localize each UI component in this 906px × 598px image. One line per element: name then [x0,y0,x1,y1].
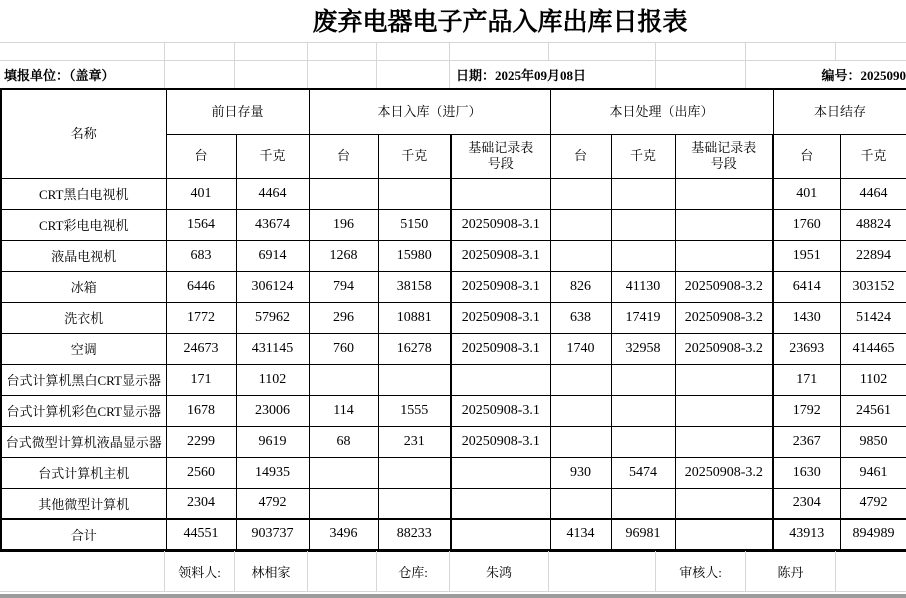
data-cell[interactable] [550,488,611,519]
data-cell[interactable]: 44551 [166,519,236,550]
item-name-cell[interactable]: 台式微型计算机液晶显示器 [1,426,166,457]
data-cell[interactable] [611,209,675,240]
data-cell[interactable]: 20250908-3.1 [451,395,550,426]
data-cell[interactable]: 1268 [309,240,378,271]
data-cell[interactable]: 1760 [773,209,840,240]
data-cell[interactable]: 794 [309,271,378,302]
data-cell[interactable] [675,240,773,271]
reporting-unit-label[interactable]: 填报单位：（盖章） [0,61,165,88]
data-cell[interactable]: 4792 [840,488,906,519]
data-cell[interactable] [550,240,611,271]
table-row [1,240,906,271]
grid-cell [549,43,656,60]
grid-cell [377,43,450,60]
item-name-cell[interactable]: CRT黑白电视机 [1,178,166,209]
data-cell[interactable]: 6446 [166,271,236,302]
data-cell[interactable]: 431145 [236,333,309,364]
empty-grid-row [0,42,906,61]
data-cell[interactable] [611,178,675,209]
data-cell[interactable]: 1102 [236,364,309,395]
warehouse-name-cell[interactable]: 朱鸿 [450,551,549,591]
table-row [1,209,906,240]
group-header-outbound[interactable]: 本日处理（出库） [550,89,773,134]
data-cell[interactable]: 894989 [840,519,906,550]
table-row [1,457,906,488]
data-cell[interactable] [675,364,773,395]
data-cell[interactable]: 2304 [166,488,236,519]
data-cell[interactable]: 15980 [378,240,451,271]
report-date-label[interactable]: 日期：2025年09月08日 [450,61,656,88]
data-cell[interactable]: 414465 [840,333,906,364]
data-cell[interactable] [451,488,550,519]
grid-cell [377,61,450,88]
data-cell[interactable]: 38158 [378,271,451,302]
group-header-balance[interactable]: 本日结存 [773,89,906,134]
signature-row [0,551,906,592]
data-cell[interactable]: 20250908-3.1 [451,240,550,271]
grid-cell [235,43,308,60]
table-row [1,395,906,426]
data-cell[interactable] [550,426,611,457]
data-cell[interactable]: 43674 [236,209,309,240]
data-cell[interactable]: 171 [773,364,840,395]
data-cell[interactable]: 4134 [550,519,611,550]
data-cell[interactable]: 1792 [773,395,840,426]
group-header-inbound[interactable]: 本日入库（进厂） [309,89,550,134]
data-cell[interactable]: 231 [378,426,451,457]
data-cell[interactable] [550,395,611,426]
data-cell[interactable]: 4464 [840,178,906,209]
item-name-cell[interactable]: 台式计算机主机 [1,457,166,488]
col-header-record-segment[interactable]: 基础记录表号段 [675,134,773,178]
col-header-units[interactable]: 台 [773,134,840,178]
data-cell[interactable] [378,457,451,488]
data-cell[interactable]: 96981 [611,519,675,550]
data-cell[interactable] [309,488,378,519]
table-row [1,271,906,302]
item-name-cell[interactable]: 其他微型计算机 [1,488,166,519]
data-cell[interactable]: 760 [309,333,378,364]
data-cell[interactable]: 6414 [773,271,840,302]
data-cell[interactable]: 22894 [840,240,906,271]
data-cell[interactable]: 3496 [309,519,378,550]
data-cell[interactable]: 303152 [840,271,906,302]
data-cell[interactable]: 17419 [611,302,675,333]
data-cell[interactable]: 20250908-3.1 [451,426,550,457]
data-cell[interactable]: 1772 [166,302,236,333]
grid-cell [549,551,656,591]
warehouse-label-cell[interactable]: 仓库: [377,551,450,591]
data-cell[interactable] [611,240,675,271]
data-cell[interactable] [309,457,378,488]
data-cell[interactable]: 2299 [166,426,236,457]
data-cell[interactable] [378,178,451,209]
data-cell[interactable]: 20250908-3.2 [675,457,773,488]
data-cell[interactable]: 9461 [840,457,906,488]
grid-cell [746,43,836,60]
data-cell[interactable] [451,178,550,209]
grid-cell [235,61,308,88]
data-cell[interactable]: 41130 [611,271,675,302]
data-cell[interactable]: 20250908-3.2 [675,302,773,333]
data-cell[interactable]: 683 [166,240,236,271]
item-name-cell[interactable]: 液晶电视机 [1,240,166,271]
data-cell[interactable] [550,364,611,395]
data-cell[interactable] [451,364,550,395]
data-cell[interactable]: 1555 [378,395,451,426]
picker-name-cell[interactable]: 林相家 [235,551,308,591]
grid-cell [836,551,906,591]
data-cell[interactable]: 2560 [166,457,236,488]
data-cell[interactable] [675,178,773,209]
data-cell[interactable]: 20250908-3.2 [675,333,773,364]
data-cell[interactable] [378,364,451,395]
report-title: 废弃电器电子产品入库出库日报表 [312,9,688,36]
auditor-label-cell[interactable]: 审核人: [656,551,746,591]
data-cell[interactable]: 24673 [166,333,236,364]
data-cell[interactable] [675,209,773,240]
grid-cell [656,61,746,88]
data-cell[interactable]: 1630 [773,457,840,488]
data-cell[interactable]: 9850 [840,426,906,457]
col-header-record-segment[interactable]: 基础记录表号段 [451,134,550,178]
data-cell[interactable]: 16278 [378,333,451,364]
data-cell[interactable] [675,426,773,457]
data-cell[interactable]: 14935 [236,457,309,488]
auditor-name-cell[interactable]: 陈丹 [746,551,836,591]
grid-cell [656,43,746,60]
grid-cell [308,551,377,591]
grid-cell [836,43,906,60]
col-header-name[interactable]: 名称 [1,89,166,178]
data-cell[interactable]: 20250908-3.2 [675,271,773,302]
data-cell[interactable]: 9619 [236,426,309,457]
data-cell[interactable] [550,178,611,209]
table-row [1,333,906,364]
data-cell[interactable]: 20250908-3.1 [451,271,550,302]
data-cell[interactable]: 57962 [236,302,309,333]
col-header-kg[interactable]: 千克 [236,134,309,178]
data-cell[interactable]: 20250908-3.1 [451,209,550,240]
data-cell[interactable]: 306124 [236,271,309,302]
data-cell[interactable]: 401 [773,178,840,209]
data-cell[interactable]: 5150 [378,209,451,240]
col-header-kg[interactable]: 千克 [378,134,451,178]
data-cell[interactable]: 171 [166,364,236,395]
data-cell[interactable]: 20250908-3.1 [451,302,550,333]
item-name-cell[interactable]: CRT彩电电视机 [1,209,166,240]
grid-cell [165,61,235,88]
col-header-units[interactable]: 台 [309,134,378,178]
grid-cell [308,61,377,88]
data-cell[interactable]: 6914 [236,240,309,271]
col-header-units[interactable]: 台 [166,134,236,178]
data-cell[interactable]: 23006 [236,395,309,426]
item-name-cell[interactable]: 台式计算机彩色CRT显示器 [1,395,166,426]
data-cell[interactable]: 4792 [236,488,309,519]
data-cell[interactable]: 1564 [166,209,236,240]
data-cell[interactable] [309,364,378,395]
data-cell[interactable]: 32958 [611,333,675,364]
data-cell[interactable] [550,209,611,240]
data-cell[interactable] [451,519,550,550]
data-cell[interactable]: 1951 [773,240,840,271]
data-cell[interactable]: 1430 [773,302,840,333]
data-cell[interactable] [675,488,773,519]
window-bottom-edge [0,594,906,598]
data-cell[interactable] [611,488,675,519]
item-name-cell[interactable]: 台式计算机黑白CRT显示器 [1,364,166,395]
grid-cell [165,43,235,60]
data-cell[interactable]: 1102 [840,364,906,395]
data-cell[interactable] [611,395,675,426]
group-header-row [1,89,906,134]
group-header-prev-stock[interactable]: 前日存量 [166,89,309,134]
data-cell[interactable]: 2304 [773,488,840,519]
col-header-kg[interactable]: 千克 [611,134,675,178]
data-cell[interactable]: 5474 [611,457,675,488]
data-cell[interactable]: 401 [166,178,236,209]
data-cell[interactable]: 4464 [236,178,309,209]
data-cell[interactable] [675,519,773,550]
data-cell[interactable]: 903737 [236,519,309,550]
grid-cell [450,43,549,60]
col-header-units[interactable]: 台 [550,134,611,178]
data-cell[interactable]: 930 [550,457,611,488]
data-cell[interactable]: 48824 [840,209,906,240]
item-name-cell[interactable]: 冰箱 [1,271,166,302]
data-cell[interactable]: 1740 [550,333,611,364]
data-cell[interactable] [611,364,675,395]
report-table [0,88,906,552]
item-name-cell[interactable]: 洗衣机 [1,302,166,333]
col-header-kg[interactable]: 千克 [840,134,906,178]
data-cell[interactable]: 68 [309,426,378,457]
data-cell[interactable] [378,488,451,519]
data-cell[interactable]: 88233 [378,519,451,550]
table-body [1,178,906,550]
grid-cell [308,43,377,60]
grid-cell [0,551,165,591]
table-row [1,364,906,395]
table-row [1,488,906,519]
data-cell[interactable]: 20250908-3.1 [451,333,550,364]
data-cell[interactable]: 638 [550,302,611,333]
data-cell[interactable]: 51424 [840,302,906,333]
data-cell[interactable]: 1678 [166,395,236,426]
data-cell[interactable] [451,457,550,488]
data-cell[interactable]: 43913 [773,519,840,550]
data-cell[interactable]: 826 [550,271,611,302]
item-name-cell[interactable]: 合计 [1,519,166,550]
total-row [1,519,906,550]
data-cell[interactable]: 296 [309,302,378,333]
info-row [0,61,906,88]
picker-label-cell[interactable]: 领料人: [165,551,235,591]
data-cell[interactable]: 114 [309,395,378,426]
data-cell[interactable] [675,395,773,426]
table-row [1,426,906,457]
table-row [1,178,906,209]
data-cell[interactable]: 23693 [773,333,840,364]
data-cell[interactable]: 2367 [773,426,840,457]
data-cell[interactable]: 196 [309,209,378,240]
data-cell[interactable]: 24561 [840,395,906,426]
grid-cell [0,43,165,60]
report-number-label[interactable]: 编号：2025090 [821,68,906,83]
table-row [1,302,906,333]
item-name-cell[interactable]: 空调 [1,333,166,364]
data-cell[interactable] [309,178,378,209]
data-cell[interactable] [611,426,675,457]
data-cell[interactable]: 10881 [378,302,451,333]
